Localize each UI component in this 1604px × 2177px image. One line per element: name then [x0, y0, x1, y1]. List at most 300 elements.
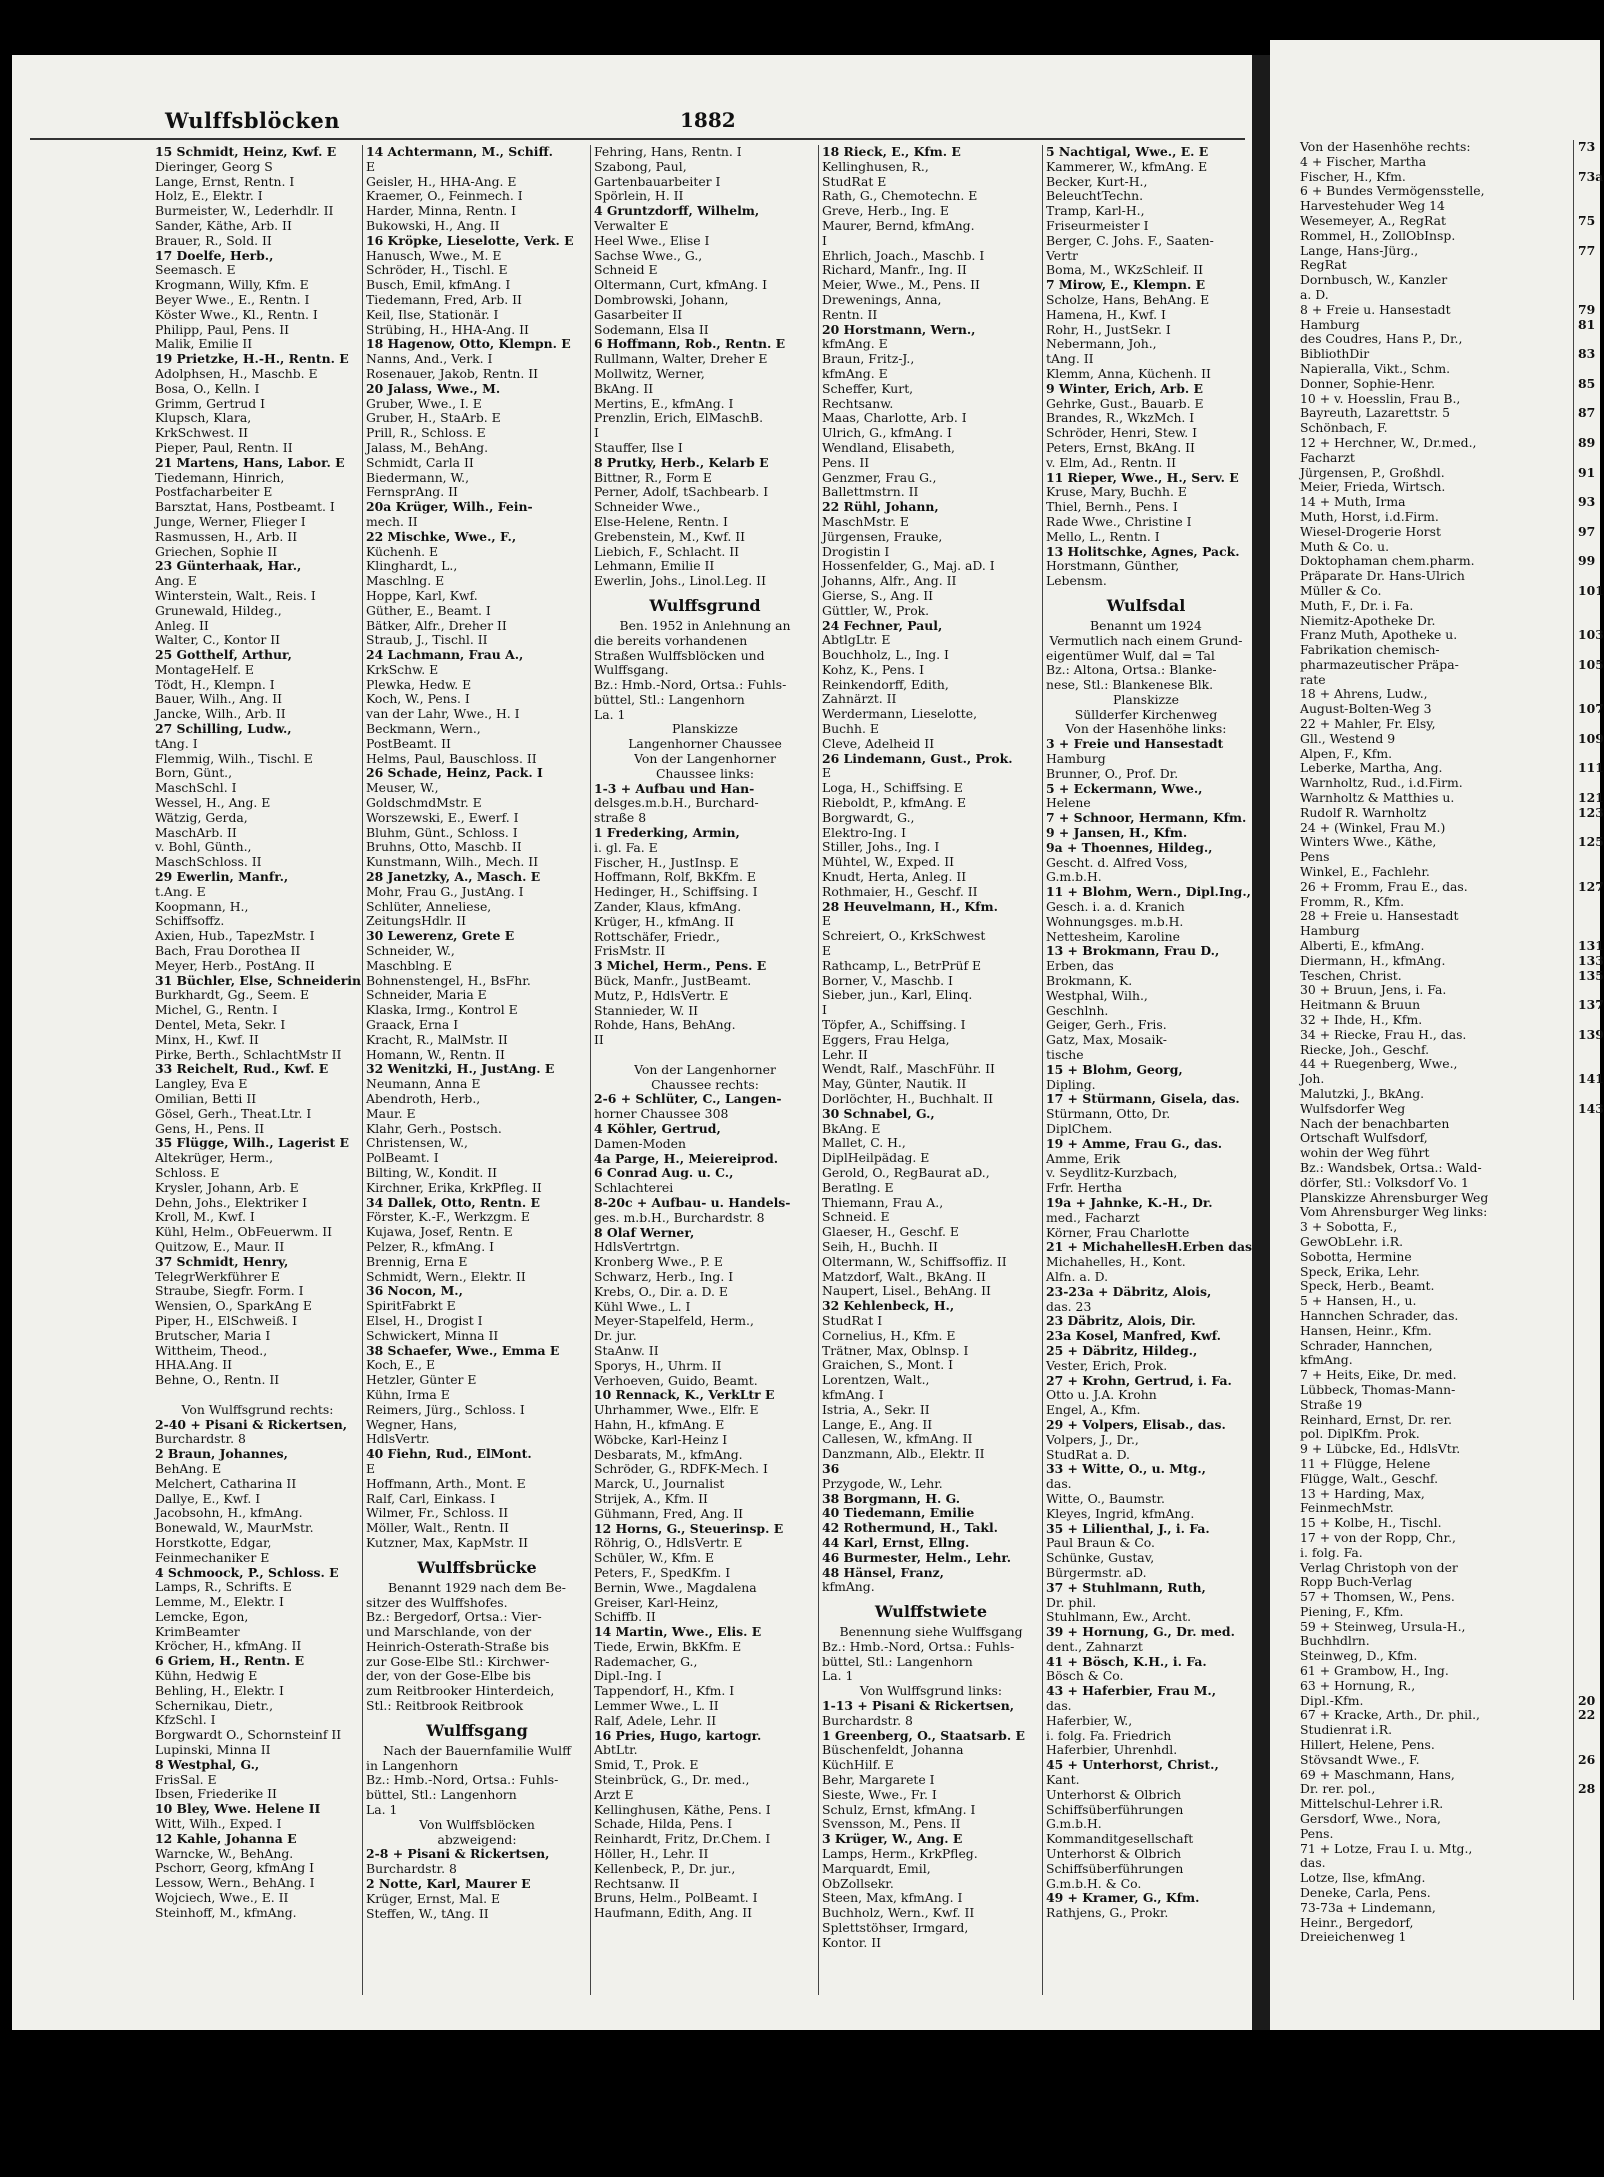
directory-entry: Beckmann, Wern., [366, 721, 481, 737]
directory-entry: Höller, H., Lehr. II [594, 1846, 709, 1862]
directory-entry: Von der Hasenhöhe links: [1065, 721, 1227, 737]
directory-entry: Klahr, Gerh., Postsch. [366, 1120, 502, 1136]
directory-entry: Fromm, R., Kfm. [1300, 893, 1405, 909]
directory-entry: 59 + Steinweg, Ursula-H., [1300, 1618, 1466, 1634]
directory-entry: Istria, A., Sekr. II [822, 1401, 930, 1417]
directory-entry: Omilian, Betti II [155, 1091, 257, 1106]
directory-entry: Vermutlich nach einem Grund- [1049, 632, 1243, 648]
edge-house-number [1578, 1457, 1600, 1472]
directory-entry: Helene [1046, 795, 1091, 811]
directory-entry: 5 + Hansen, H., u. [1300, 1293, 1417, 1309]
directory-entry: Straße 19 [1300, 1396, 1363, 1412]
directory-entry: Geschlnh. [1046, 1002, 1109, 1018]
directory-entry: Kleyes, Ingrid, kfmAng. [1046, 1505, 1195, 1521]
directory-entry: ZeitungsHdlr. II [366, 913, 467, 929]
directory-entry: Worszewski, E., Ewerf. I [366, 809, 519, 825]
directory-entry: Straub, J., Tischl. II [366, 632, 488, 648]
directory-entry: Tiedemann, Fred, Arb. II [366, 291, 522, 307]
directory-entry: zur Gose-Elbe Stl.: Kirchwer- [366, 1653, 550, 1669]
edge-house-number [1578, 865, 1600, 880]
directory-entry: Gühmann, Fred, Ang. II [594, 1505, 744, 1521]
directory-entry: Pirke, Berth., SchlachtMstr II [155, 1046, 342, 1062]
directory-entry: Griechen, Sophie II [155, 543, 278, 559]
directory-entry: Westphal, Wilh., [1046, 987, 1148, 1003]
directory-entry: i. folg. Fa. Friedrich [1046, 1727, 1172, 1743]
directory-entry: Elektro-Ing. I [822, 824, 906, 840]
directory-entry: Nanns, And., Verk. I [366, 351, 493, 367]
directory-entry: Mühtel, W., Exped. II [822, 854, 955, 870]
directory-entry: Rottschäfer, Friedr., [594, 928, 720, 944]
directory-entry: Uhrhammer, Wwe., Elfr. E [594, 1402, 759, 1418]
directory-entry: 19 Prietzke, H.-H., Rentn. E [155, 351, 349, 367]
directory-entry: Szabong, Paul, [594, 158, 687, 174]
directory-entry: Rademacher, G., [594, 1653, 698, 1669]
directory-entry: I [822, 1002, 827, 1018]
directory-entry: Jürgensen, P., Großhdl. [1300, 464, 1445, 480]
directory-entry: Johanns, Alfr., Ang. II [822, 573, 957, 589]
directory-entry: Schulz, Ernst, kfmAng. I [822, 1801, 976, 1817]
directory-entry: 18 Rieck, E., Kfm. E [822, 144, 961, 159]
edge-house-number: 22 [1578, 1707, 1596, 1723]
directory-entry: Güttler, W., Prok. [822, 602, 930, 618]
directory-entry: Facharzt [1300, 449, 1355, 465]
directory-entry: des Coudres, Hans P., Dr., [1300, 331, 1463, 347]
directory-entry: 32 Kehlenbeck, H., [822, 1298, 955, 1314]
directory-entry: Scheffer, Kurt, [822, 380, 914, 396]
directory-entry: 6 + Bundes Vermögensstelle, [1300, 183, 1485, 199]
edge-house-number [1578, 362, 1600, 377]
directory-entry: Rechtsanw. [822, 395, 894, 411]
directory-entry: G.m.b.H. & Co. [1046, 1875, 1142, 1891]
directory-entry: Schreiert, O., KrkSchwest [822, 928, 986, 944]
directory-entry: 2-6 + Schlüter, C., Langen- [594, 1091, 782, 1107]
edge-house-number [1578, 1487, 1600, 1502]
directory-entry: Verhoeven, Guido, Beamt. [594, 1372, 758, 1388]
edge-house-number [1578, 821, 1600, 836]
directory-entry: Wessel, H., Ang. E [155, 795, 271, 811]
directory-entry: MaschSchloss. II [155, 854, 262, 870]
directory-entry: i. gl. Fa. E [594, 839, 658, 855]
directory-entry: E [822, 913, 832, 929]
directory-entry: Kroll, M., Kwf. I [155, 1209, 255, 1225]
edge-house-number [1578, 1324, 1600, 1339]
directory-entry: Heinr., Bergedorf, [1300, 1914, 1414, 1930]
directory-entry: GoldschmdMstr. E [366, 795, 482, 811]
directory-entry: Ralf, Adele, Lehr. II [594, 1712, 717, 1728]
directory-entry: Schröder, Henri, Stew. I [1046, 425, 1198, 441]
directory-entry: MaschSchl. I [155, 780, 237, 796]
directory-entry: 34 Dallek, Otto, Rentn. E [366, 1194, 540, 1210]
edge-house-number [1578, 687, 1600, 702]
directory-entry: Maschlng. E [366, 573, 445, 589]
directory-entry: Horstmann, Günther, [1046, 558, 1180, 574]
directory-entry: Piper, H., ElSchweiß. I [155, 1312, 297, 1328]
directory-entry: Schüler, W., Kfm. E [594, 1550, 715, 1566]
edge-house-number: 85 [1578, 375, 1596, 391]
edge-house-number: 79 [1578, 301, 1596, 317]
directory-entry: der, von der Gose-Elbe bis [366, 1668, 531, 1684]
directory-entry: 10 + v. Hoesslin, Frau B., [1300, 390, 1461, 406]
directory-entry: Harvestehuder Weg 14 [1300, 198, 1445, 214]
edge-house-number [1578, 895, 1600, 910]
directory-entry: 6 Griem, H., Rentn. E [155, 1653, 305, 1669]
edge-house-number: 133 [1578, 952, 1604, 968]
directory-entry: Spörlein, H. II [594, 188, 684, 204]
directory-entry: Pens. [1300, 1825, 1334, 1841]
directory-entry: FrisMstr. II [594, 943, 666, 959]
directory-entry: Klemm, Anna, Küchenh. II [1046, 365, 1211, 381]
directory-entry: Wätzig, Gerda, [155, 809, 248, 825]
directory-entry: sitzer des Wulffshofes. [366, 1594, 508, 1610]
directory-entry: Drogistin I [822, 543, 890, 559]
directory-entry: Joh. [1300, 1071, 1325, 1087]
directory-entry: Süllderfer Kirchenweg [1074, 706, 1218, 722]
directory-entry: 20 Horstmann, Wern., [822, 321, 976, 337]
directory-entry: 6 Conrad Aug. u. C., [594, 1165, 734, 1181]
directory-entry: Axien, Hub., TapezMstr. I [155, 928, 315, 944]
directory-entry: E [366, 1460, 376, 1476]
directory-entry: Rechtsanw. II [594, 1875, 680, 1891]
directory-entry: Peters, F., SpedKfm. I [594, 1564, 731, 1580]
directory-entry: kfmAng. E [822, 336, 888, 352]
directory-entry: FrisSal. E [155, 1771, 217, 1787]
directory-entry: Heitmann & Bruun [1300, 997, 1421, 1013]
edge-house-number: 73a [1578, 168, 1604, 184]
directory-entry: Meier, Wwe., M., Pens. II [822, 277, 980, 293]
directory-entry: Michel, G., Rentn. I [155, 1002, 278, 1018]
directory-entry: Matzdorf, Walt., BkAng. II [822, 1268, 986, 1284]
directory-entry: Elsel, H., Drogist I [366, 1312, 483, 1328]
directory-entry: kfmAng. [1300, 1352, 1353, 1368]
edge-house-number [1578, 392, 1600, 407]
directory-entry: Warnholtz & Matthies u. [1300, 790, 1455, 806]
directory-entry: Plewka, Hedw. E [366, 676, 472, 692]
directory-entry: 37 + Stuhlmann, Ruth, [1046, 1579, 1206, 1595]
directory-entry: Schwarz, Herb., Ing. I [594, 1268, 734, 1284]
directory-entry: Brennig, Erna E [366, 1253, 468, 1269]
directory-entry: Straube, Siegfr. Form. I [155, 1283, 304, 1299]
directory-entry: Minx, H., Kwf. II [155, 1031, 259, 1047]
directory-entry: Küchenh. E [366, 543, 439, 559]
directory-entry: 4 Köhler, Gertrud, [594, 1121, 721, 1136]
edge-house-number [1578, 1279, 1600, 1294]
directory-entry: Cornelius, H., Kfm. E [822, 1327, 956, 1343]
directory-entry: 14 Martin, Wwe., Elis. E [594, 1624, 762, 1640]
edge-house-number [1578, 1057, 1600, 1072]
directory-entry: Lamps, R., Schrifts. E [155, 1579, 292, 1595]
directory-entry: Rohr, H., JustSekr. I [1046, 321, 1171, 337]
directory-entry: HHA.Ang. II [155, 1357, 233, 1373]
edge-house-number: 137 [1578, 997, 1604, 1013]
directory-entry: Eggers, Frau Helga, [822, 1031, 950, 1047]
directory-entry: 16 Pries, Hugo, kartogr. [594, 1727, 762, 1743]
directory-entry: Lange, Ernst, Rentn. I [155, 173, 295, 189]
directory-entry: DiplChem. [1046, 1121, 1113, 1136]
directory-entry: Seemasch. E [155, 262, 236, 278]
directory-entry: Heinrich-Osterath-Straße bis [366, 1638, 549, 1654]
directory-entry: Winkel, E., Fachlehr. [1300, 864, 1430, 880]
directory-entry: Kracht, R., MalMstr. II [366, 1031, 508, 1047]
directory-entry: 36 [822, 1460, 840, 1476]
directory-entry: 27 + Krohn, Gertrud, i. Fa. [1046, 1372, 1232, 1388]
directory-entry: RegRat [1300, 257, 1347, 273]
directory-entry: Benannt 1929 nach dem Be- [388, 1579, 566, 1595]
directory-entry: 29 + Volpers, Elisab., das. [1046, 1416, 1226, 1432]
directory-entry: Wiesel-Drogerie Horst [1300, 523, 1441, 539]
directory-entry: Bittner, R., Form E [594, 469, 712, 485]
directory-entry: Schiffsoffz. [155, 913, 225, 929]
directory-entry: 15 + Kolbe, H., Tischl. [1300, 1515, 1442, 1531]
directory-entry: 3 Michel, Herm., Pens. E [594, 958, 767, 974]
directory-entry: 15 Schmidt, Heinz, Kwf. E [155, 144, 337, 159]
edge-house-number [1578, 1501, 1600, 1516]
directory-entry: 17 Doelfe, Herb., [155, 247, 274, 263]
directory-entry: 38 Borgmann, H. G. [822, 1490, 961, 1506]
directory-entry: Dallye, E., Kwf. I [155, 1490, 261, 1506]
directory-entry: Kammerer, W., kfmAng. E [1046, 158, 1208, 174]
directory-entry: Niemitz-Apotheke Dr. [1300, 612, 1436, 628]
directory-entry: Biedermann, W., [366, 469, 470, 485]
directory-entry: Studienrat i.R. [1300, 1722, 1393, 1738]
directory-entry: Mallet, C. H., [822, 1135, 906, 1151]
directory-entry: 71 + Lotze, Frau I. u. Mtg., [1300, 1840, 1473, 1856]
directory-entry: Tappendorf, H., Kfm. I [594, 1683, 735, 1699]
directory-entry: 13 + Harding, Max, [1300, 1485, 1425, 1501]
directory-entry: 32 + Ihde, H., Kfm. [1300, 1012, 1423, 1028]
directory-entry: Von der Hasenhöhe rechts: [1300, 139, 1471, 154]
directory-entry: E [822, 765, 832, 781]
directory-entry: Sieste, Wwe., Fr. I [822, 1786, 937, 1802]
directory-entry: Schmidt, Carla II [366, 454, 474, 470]
directory-entry [155, 1388, 360, 1403]
directory-entry: Riecke, Joh., Geschf. [1300, 1041, 1430, 1057]
directory-entry: 28 Heuvelmann, H., Kfm. [822, 898, 998, 914]
directory-entry: Wendland, Elisabeth, [822, 439, 955, 455]
edge-house-number: 109 [1578, 730, 1604, 746]
directory-entry: Hanusch, Wwe., M. E [366, 247, 502, 263]
directory-entry: Wohnungsges. m.b.H. [1046, 913, 1184, 929]
edge-house-number [1578, 1368, 1600, 1383]
directory-entry: Geiger, Gerh., Fris. [1046, 1017, 1167, 1033]
directory-entry: Schloss. E [155, 1164, 220, 1180]
directory-entry: 25 + Däbritz, Hildeg., [1046, 1342, 1198, 1358]
directory-entry: Wittheim, Theod., [155, 1342, 268, 1358]
directory-entry: Lange, E., Ang. II [822, 1416, 933, 1432]
directory-entry: Körner, Frau Charlotte [1046, 1224, 1190, 1240]
column-rule [590, 145, 591, 1995]
directory-entry: Muth & Co. u. [1300, 538, 1390, 554]
directory-entry: Fabrikation chemisch- [1300, 642, 1440, 658]
directory-entry: Naupert, Lisel., BehAng. II [822, 1283, 991, 1299]
directory-entry: Geisler, H., HHA-Ang. E [366, 173, 517, 189]
directory-entry: La. 1 [594, 706, 626, 722]
directory-entry: Kraemer, O., Feinmech. I [366, 188, 523, 204]
directory-entry: 2 Braun, Johannes, [155, 1446, 288, 1462]
directory-entry: Splettstöhser, Irmgard, [822, 1920, 969, 1936]
directory-entry: 4 Schmoock, P., Schloss. E [155, 1564, 339, 1580]
directory-entry: wohin der Weg führt [1300, 1145, 1430, 1161]
directory-entry: Przygode, W., Lehr. [822, 1475, 943, 1491]
directory-entry: TelegrWerkführer E [155, 1268, 280, 1284]
directory-entry: Stannieder, W. II [594, 1002, 699, 1018]
directory-entry: Holz, E., Elektr. I [155, 188, 263, 204]
directory-entry: 26 + Fromm, Frau E., das. [1300, 878, 1468, 894]
directory-entry: Svensson, M., Pens. II [822, 1816, 961, 1832]
directory-entry: I [594, 425, 599, 441]
edge-house-number [1578, 1620, 1600, 1635]
directory-entry: Koch, E., E [366, 1357, 436, 1373]
edge-house-number [1578, 273, 1600, 288]
edge-house-number: 75 [1578, 212, 1596, 228]
directory-entry: Arzt E [594, 1786, 634, 1802]
directory-entry: MontageHelf. E [155, 661, 254, 677]
directory-entry: Kirchner, Erika, KrkPfleg. II [366, 1179, 542, 1195]
directory-entry: Röhrig, O., HdlsVertr. E [594, 1535, 743, 1551]
edge-house-number [1578, 451, 1600, 466]
directory-entry: pharmazeutischer Präpa- [1300, 656, 1459, 672]
directory-entry: Frfr. Hertha [1046, 1180, 1122, 1196]
edge-house-number [1578, 258, 1600, 273]
directory-entry: Gehrke, Gust., Bauarb. E [1046, 395, 1204, 411]
directory-entry: Drewenings, Anna, [822, 291, 942, 307]
directory-entry: Knudt, Herta, Anleg. II [822, 869, 967, 885]
directory-entry: AbtLtr. [594, 1742, 638, 1758]
directory-entry: PolBeamt. I [366, 1150, 439, 1166]
directory-entry: Junge, Werner, Flieger I [155, 513, 306, 529]
directory-entry: das. [1300, 1855, 1326, 1871]
directory-entry: 12 + Herchner, W., Dr.med., [1300, 434, 1477, 450]
directory-entry: Schiffsüberführungen [1046, 1860, 1184, 1876]
directory-entry: 44 + Ruegenberg, Wwe., [1300, 1056, 1458, 1072]
directory-entry: Hedinger, H., Schiffsing. I [594, 884, 758, 900]
directory-entry: Pens. II [822, 454, 870, 470]
directory-entry: Nebermann, Joh., [1046, 336, 1157, 352]
directory-entry: Witt, Wilh., Exped. I [155, 1816, 282, 1832]
directory-entry: Strübing, H., HHA-Ang. II [366, 321, 529, 337]
directory-column-3 [594, 145, 816, 1995]
edge-house-number [1578, 1013, 1600, 1028]
directory-entry: 15 + Blohm, Georg, [1046, 1061, 1183, 1077]
edge-house-number [1578, 1146, 1600, 1161]
directory-entry: Krüger, Ernst, Mal. E [366, 1890, 500, 1906]
directory-entry: Dornbusch, W., Kanzler [1300, 272, 1448, 288]
directory-entry: Rade Wwe., Christine I [1046, 513, 1192, 529]
directory-entry: 33 + Witte, O., u. Mtg., [1046, 1461, 1206, 1477]
directory-entry: Rathjens, G., Prokr. [1046, 1905, 1169, 1921]
directory-entry: Haferbier, W., [1046, 1712, 1133, 1728]
directory-entry: Bach, Frau Dorothea II [155, 943, 301, 959]
edge-house-number: 73 [1578, 139, 1596, 154]
directory-entry: Bz.: Hmb.-Nord, Ortsa.: Fuhls- [822, 1638, 1015, 1654]
directory-entry: Ralf, Carl, Einkass. I [366, 1490, 495, 1506]
directory-entry: 46 Burmester, Helm., Lehr. [822, 1549, 1012, 1565]
directory-entry: Verwalter E [594, 217, 669, 233]
directory-entry: Schwickert, Minna II [366, 1327, 499, 1343]
directory-entry: Krogmann, Willy, Kfm. E [155, 277, 309, 293]
directory-entry: Callesen, W., kfmAng. II [822, 1431, 973, 1447]
directory-entry: van der Lahr, Wwe., H. I [366, 706, 520, 722]
directory-entry: Buchh. E [822, 721, 879, 737]
directory-entry: Lorentzen, Walt., [822, 1372, 930, 1388]
directory-entry: BehAng. E [155, 1460, 222, 1476]
directory-entry: Witte, O., Baumstr. [1046, 1490, 1165, 1506]
directory-entry: 29 Ewerlin, Manfr., [155, 869, 289, 885]
directory-entry: Von Wulffsgrund rechts: [181, 1401, 334, 1417]
directory-entry: 3 + Freie und Hansestadt [1046, 736, 1224, 752]
directory-entry: Bouchholz, L., Ing. I [822, 647, 949, 663]
directory-entry: Jürgensen, Frauke, [822, 528, 943, 544]
column-rule [818, 145, 819, 1995]
directory-entry: 23 Däbritz, Alois, Dir. [1046, 1313, 1196, 1329]
edge-house-number [1578, 1294, 1600, 1309]
directory-entry: 38 Schaefer, Wwe., Emma E [366, 1342, 560, 1358]
edge-house-number: 111 [1578, 760, 1604, 776]
page-header [30, 104, 1245, 140]
edge-house-number [1578, 1235, 1600, 1250]
directory-entry: Schiffb. II [594, 1609, 656, 1625]
directory-entry: Lebensm. [1046, 573, 1107, 589]
edge-house-number [1578, 1205, 1600, 1220]
directory-entry: Teschen, Christ. [1300, 967, 1402, 983]
directory-entry: 18 + Ahrens, Ludw., [1300, 686, 1428, 702]
directory-entry: Doktophaman chem.pharm. [1300, 553, 1475, 569]
directory-entry: Klupsch, Klara, [155, 410, 252, 426]
directory-entry: die bereits vorhandenen [594, 632, 748, 648]
directory-entry: Bürgermstr. aD. [1046, 1564, 1147, 1580]
directory-entry: 2 Notte, Karl, Maurer E [366, 1876, 531, 1892]
directory-entry: BkAng. II [594, 380, 654, 396]
directory-entry: Koopmann, H., [155, 898, 249, 914]
directory-entry: Dorlöchter, H., Buchhalt. II [822, 1091, 994, 1106]
directory-entry: Adolphsen, H., Maschb. E [155, 365, 318, 381]
directory-entry: Kronberg Wwe., P. E [594, 1254, 723, 1270]
directory-entry: 7 + Schnoor, Hermann, Kfm. [1046, 810, 1247, 826]
directory-entry: Dipl.-Kfm. [1300, 1692, 1364, 1708]
directory-entry: 20 Jalass, Wwe., M. [366, 380, 501, 396]
directory-entry: 11 Rieper, Wwe., H., Serv. E [1046, 469, 1239, 485]
directory-entry: Kant. [1046, 1772, 1080, 1788]
edge-house-number [1578, 1087, 1600, 1102]
directory-entry: Reinkendorff, Edith, [822, 676, 949, 692]
directory-entry: DiplHeilpädag. E [822, 1150, 930, 1166]
edge-house-number: 103 [1578, 627, 1604, 643]
directory-entry: Winters Wwe., Käthe, [1300, 834, 1437, 850]
directory-entry: Bohnenstengel, H., BsFhr. [366, 972, 531, 988]
directory-entry: Stürmann, Otto, Dr. [1046, 1106, 1171, 1122]
directory-entry: Steffen, W., tAng. II [366, 1905, 489, 1921]
directory-entry: Berger, C. Johs. F., Saaten- [1046, 232, 1214, 248]
edge-house-number [1578, 288, 1600, 303]
directory-entry: HdlsVertr. [366, 1431, 430, 1447]
directory-entry: Jalass, M., BehAng. [366, 439, 489, 455]
directory-entry [594, 1048, 816, 1063]
edge-house-number [1578, 1220, 1600, 1235]
directory-entry: Sachse Wwe., G., [594, 247, 703, 263]
directory-entry: Ben. 1952 in Anlehnung an [619, 617, 791, 633]
directory-entry: Stiller, Johs., Ing. I [822, 839, 940, 855]
directory-entry: Gll., Westend 9 [1300, 730, 1396, 746]
directory-entry: 10 Bley, Wwe. Helene II [155, 1801, 321, 1817]
directory-entry: Hansen, Heinr., Kfm. [1300, 1322, 1432, 1338]
directory-entry: Quitzow, E., Maur. II [155, 1238, 285, 1254]
edge-house-number [1578, 614, 1600, 629]
directory-entry: Speck, Herb., Beamt. [1300, 1278, 1435, 1294]
directory-entry: Beratlng. E [822, 1179, 894, 1195]
directory-entry: Lehr. II [822, 1046, 868, 1062]
directory-entry: 1 Frederking, Armin, [594, 825, 740, 841]
directory-entry: Rieboldt, P., kfmAng. E [822, 795, 967, 811]
directory-entry: Hamburg [1300, 316, 1360, 332]
